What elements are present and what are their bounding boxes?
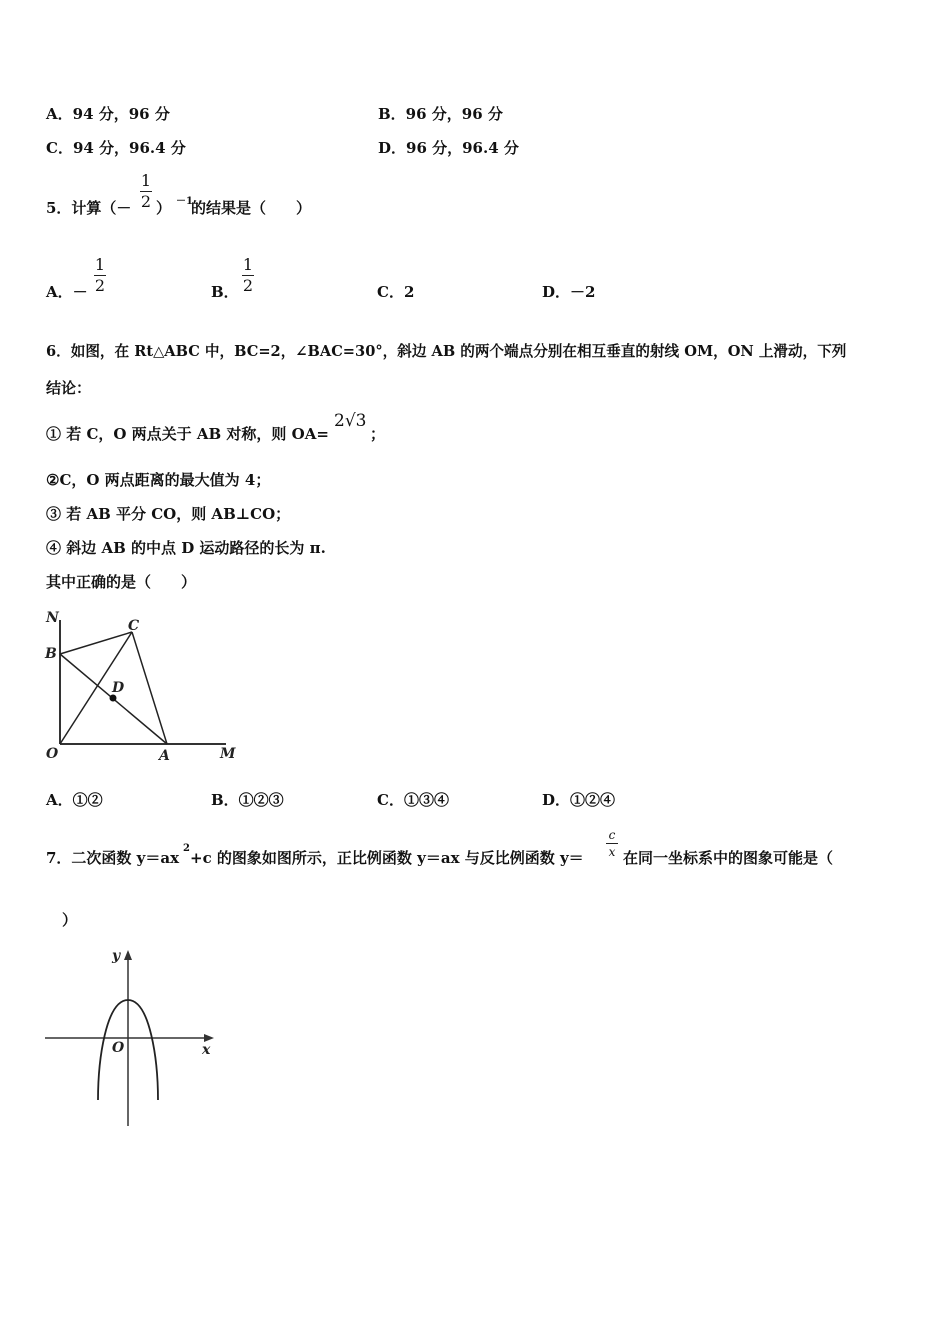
q7-stem-superscript: 2 [183, 843, 190, 854]
label-y: y [112, 948, 121, 964]
q5-option-b-fraction [242, 256, 254, 295]
q5-stem-paren: ） [156, 199, 172, 217]
label-m: M [220, 746, 236, 762]
q6-stem-line1: 6．如图，在 Rt△ABC 中，BC=2，∠BAC=30°，斜边 AB 的两个端点分别在相互垂直的射线 OM，ON 上滑动，下列 [46, 343, 847, 360]
label-d: D [112, 680, 125, 696]
y-axis-arrow-icon [124, 950, 132, 960]
q5-stem-prefix: 5．计算（－ [46, 199, 132, 217]
q5-option-a-fraction [94, 256, 106, 295]
q5-frac-den: 2 [140, 192, 152, 211]
label-a: A [159, 748, 170, 764]
q4-option-b: B．96 分，96 分 [378, 105, 503, 123]
q6-option-a: A．①② [46, 791, 103, 809]
q4-option-d: D．96 分，96.4 分 [378, 139, 519, 157]
q6-conclusion-2: ②C，O 两点距离的最大值为 4； [46, 471, 271, 489]
q7-parabola-figure [40, 940, 220, 1130]
q5-option-b-den: 2 [242, 276, 254, 295]
q6-conclusion-1-suffix: ； [370, 425, 386, 443]
q6-option-b: B．①②③ [211, 791, 284, 809]
q7-fraction [606, 828, 618, 859]
x-axis-arrow-icon [204, 1034, 214, 1042]
q7-stem-middle: +c 的图象如图所示，正比例函数 y＝ax 与反比例函数 y＝ [190, 849, 584, 867]
q5-exponent: －1 [176, 196, 193, 207]
q7-stem-prefix: 7．二次函数 y＝ax [46, 849, 180, 867]
q5-option-a-label: A．－ [46, 283, 88, 301]
q6-option-c: C．①③④ [377, 791, 449, 809]
q6-triangle-figure [40, 606, 250, 766]
q6-stem-line2: 结论： [46, 379, 92, 397]
q5-frac-num: 1 [140, 171, 152, 190]
q5-stem-suffix: 的结果是（ ） [191, 199, 312, 217]
label-o: O [46, 746, 59, 762]
label-origin: O [112, 1040, 125, 1056]
label-b: B [45, 646, 57, 662]
q5-option-c: C．2 [377, 283, 415, 301]
q5-option-d: D．－2 [542, 283, 596, 301]
q6-conclusion-1-value: 2√3 [334, 411, 367, 431]
q7-stem-close: ） [62, 911, 78, 929]
q7-stem-suffix: 在同一坐标系中的图象可能是（ [623, 849, 834, 867]
q5-option-b-label: B． [211, 283, 239, 301]
q5-option-b-num: 1 [242, 255, 254, 274]
q6-option-d: D．①②④ [542, 791, 616, 809]
q6-conclusion-4: ④ 斜边 AB 的中点 D 运动路径的长为 π. [46, 539, 326, 557]
segment-ca [132, 632, 167, 744]
q5-fraction [140, 172, 152, 211]
q4-option-c: C．94 分，96.4 分 [46, 139, 186, 157]
segment-bc [60, 632, 132, 654]
q6-question: 其中正确的是（ ） [46, 573, 197, 591]
label-n: N [46, 610, 59, 626]
q6-conclusion-1-prefix: ① 若 C，O 两点关于 AB 对称，则 OA= [46, 425, 329, 443]
label-x: x [202, 1042, 211, 1058]
label-c: C [128, 618, 140, 634]
fraction-bar [606, 843, 618, 844]
q4-option-a: A．94 分，96 分 [46, 105, 170, 123]
q5-option-a-num: 1 [94, 255, 106, 274]
q7-frac-num: c [608, 828, 616, 842]
q7-frac-den: x [608, 845, 616, 859]
q5-option-a-den: 2 [94, 276, 106, 295]
q6-conclusion-3: ③ 若 AB 平分 CO，则 AB⊥CO； [46, 505, 291, 523]
